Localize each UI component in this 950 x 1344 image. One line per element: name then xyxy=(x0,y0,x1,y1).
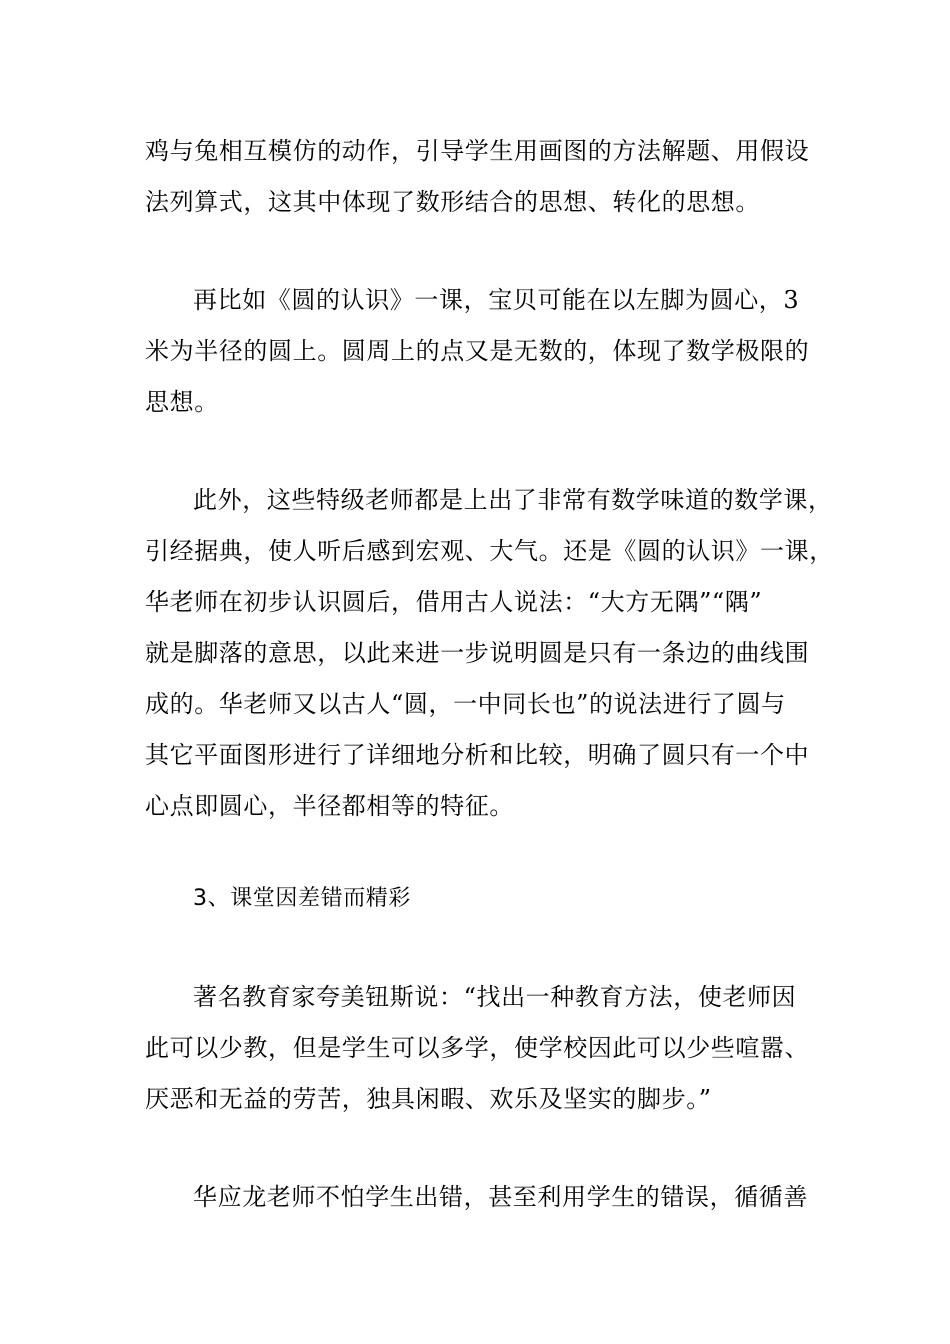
text-line: 此可以少教，但是学生可以多学，使学校因此可以少些喧嚣、 xyxy=(145,1034,810,1062)
text-line: 法列算式，这其中体现了数形结合的思想、转化的思想。 xyxy=(145,188,760,216)
paragraph-math-flavor xyxy=(145,475,834,832)
text-line: 思想。 xyxy=(145,388,219,416)
section-heading xyxy=(145,873,815,924)
text-line: 就是脚落的意思，以此来进一步说明圆是只有一条边的曲线围 xyxy=(145,639,810,667)
text-line: 再比如《圆的认识》一课，宝贝可能在以左脚为圆心，3 xyxy=(193,286,800,314)
text-line: 米为半径的圆上。圆周上的点又是无数的，体现了数学极限的 xyxy=(145,337,810,365)
text-line: 鸡与兔相互模仿的动作，引导学生用画图的方法解题、用假设 xyxy=(145,137,810,165)
text-line: 心点即圆心，半径都相等的特征。 xyxy=(145,792,514,820)
paragraph-hua-yinglong xyxy=(145,1172,815,1223)
text-line: 此外，这些特级老师都是上出了非常有数学味道的数学课， xyxy=(193,486,833,514)
paragraph-chicken-rabbit xyxy=(145,126,815,228)
text-line: 成的。华老师又以古人“圆，一中同长也”的说法进行了圆与 xyxy=(145,690,786,718)
paragraph-circle-example xyxy=(145,275,815,428)
text-line: 著名教育家夸美钮斯说：“找出一种教育方法，使老师因 xyxy=(193,983,797,1011)
text-line: 厌恶和无益的劳苦，独具闲暇、欢乐及坚实的脚步。” xyxy=(145,1085,712,1113)
text-line: 其它平面图形进行了详细地分析和比较，明确了圆只有一个中 xyxy=(145,741,810,769)
text-line: 华老师在初步认识圆后，借用古人说法：“大方无隅”“隅” xyxy=(145,588,763,616)
heading-text: 3、课堂因差错而精彩 xyxy=(193,886,411,911)
paragraph-comenius-quote xyxy=(145,972,815,1125)
text-line: 华应龙老师不怕学生出错，甚至利用学生的错误，循循善 xyxy=(193,1183,808,1211)
text-line: 引经据典，使人听后感到宏观、大气。还是《圆的认识》一课， xyxy=(145,537,834,565)
